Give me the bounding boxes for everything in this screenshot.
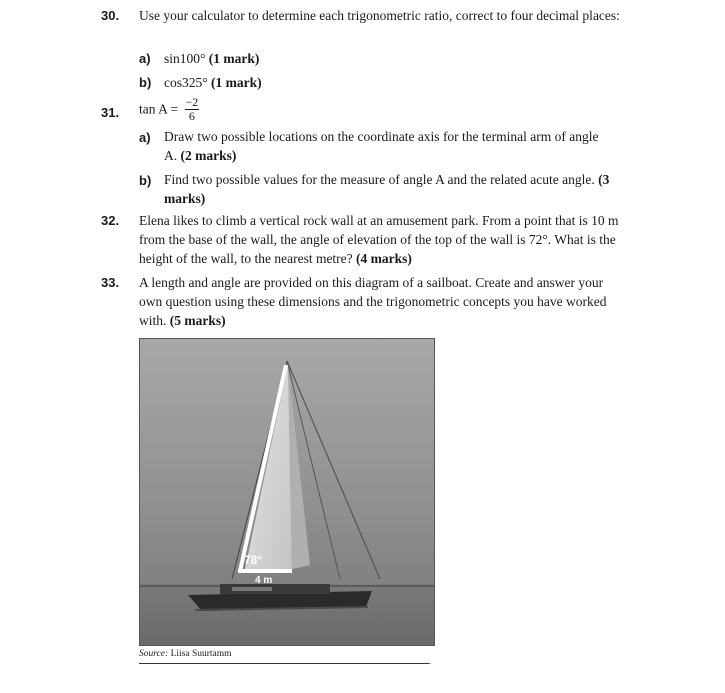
question-33-marks: (5 marks) bbox=[169, 313, 226, 328]
q31-part-a-letter: a) bbox=[139, 130, 151, 145]
bottom-divider bbox=[139, 663, 429, 664]
q31-part-a bbox=[164, 127, 604, 165]
question-33-number: 33. bbox=[101, 275, 120, 290]
tan-a-lhs: tan A = bbox=[139, 101, 179, 117]
q30-part-b-expr: cos325° bbox=[164, 75, 208, 90]
fraction-denominator: 6 bbox=[188, 109, 195, 123]
question-31-equation bbox=[139, 96, 629, 123]
q31-part-b-text: Find two possible values for the measure of angle A and the related acute angle. bbox=[164, 172, 595, 187]
question-32-number: 32. bbox=[101, 213, 120, 228]
length-label: 4 m bbox=[255, 575, 273, 586]
question-30-text: Use your calculator to determine each trigonometric ratio, correct to four decimal places: bbox=[139, 8, 620, 23]
q31-part-a-text: Draw two possible locations on the coordinate axis for the terminal arm of angle A. bbox=[164, 129, 599, 163]
q30-part-b-letter: b) bbox=[139, 75, 152, 90]
source-label: Source: bbox=[139, 649, 169, 659]
question-30-number: 30. bbox=[101, 8, 120, 23]
q31-part-a-marks: (2 marks) bbox=[180, 148, 237, 163]
cabin-windows bbox=[232, 587, 272, 591]
question-32 bbox=[139, 211, 619, 268]
photo-source-credit bbox=[139, 649, 232, 659]
question-33 bbox=[139, 273, 609, 330]
tan-a-fraction bbox=[185, 96, 200, 123]
bottom-divider-end bbox=[429, 663, 431, 664]
question-31-number: 31. bbox=[101, 105, 120, 120]
q31-part-b bbox=[164, 170, 624, 208]
source-name: Liisa Suurtamm bbox=[170, 649, 232, 659]
q30-part-a bbox=[164, 49, 634, 68]
question-33-text: A length and angle are provided on this diagram of a sailboat. Create and answer your own question using these dimensions and the trigonometric concepts you have worked with. bbox=[139, 275, 607, 328]
q31-part-b-marks: (3 marks) bbox=[164, 172, 610, 206]
angle-label: 78° bbox=[244, 553, 263, 567]
question-32-text: Elena likes to climb a vertical rock wall at an amusement park. From a point that is 10 m from the base of the wall, the angle of elevation of the top of the wall is 72°. What is the height of the wall, to the nearest metre? bbox=[139, 213, 619, 266]
sailboat-photo bbox=[139, 338, 435, 646]
fraction-numerator: −2 bbox=[185, 95, 199, 109]
q30-part-b-marks: (1 mark) bbox=[211, 75, 262, 90]
sailboat-illustration bbox=[140, 339, 434, 645]
q30-part-a-expr: sin100° bbox=[164, 51, 206, 66]
q30-part-a-letter: a) bbox=[139, 51, 151, 66]
q30-part-a-marks: (1 mark) bbox=[208, 51, 260, 66]
q31-part-b-letter: b) bbox=[139, 173, 152, 188]
question-32-marks: (4 marks) bbox=[356, 251, 412, 266]
q30-part-b bbox=[164, 73, 634, 92]
